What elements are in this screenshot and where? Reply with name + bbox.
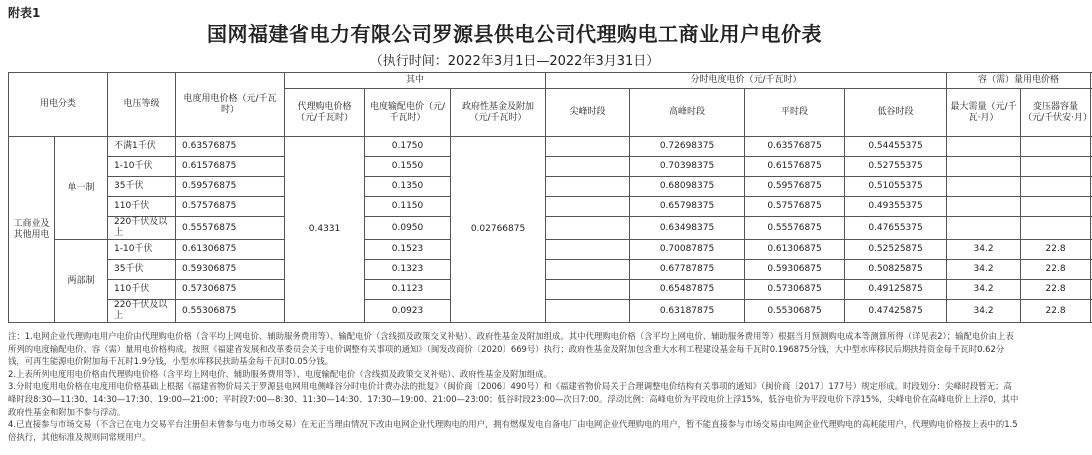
note-2: 2.上表所列电度用电价格由代理购电价格（含平均上网电价、辅助服务费用等）、电度输配电价（含线损及政策交叉补贴）、政府性基金及附加组成。 — [8, 368, 552, 379]
valley-price-cell: 0.52525875 — [845, 240, 947, 260]
flat-price-cell: 0.55306875 — [745, 300, 845, 323]
header-capacity: 容（需）量用电价格 — [947, 73, 1091, 89]
peak-price-cell: 0.65487875 — [630, 280, 745, 300]
peak-price-cell: 0.72698375 — [630, 137, 745, 157]
sharp-peak-cell — [546, 240, 630, 260]
header-proxy-price: 代理购电价格（元/千瓦时） — [285, 89, 365, 137]
voltage-cell: 不满1千伏 — [108, 137, 176, 157]
transformer-cell: 22.8 — [1021, 240, 1091, 260]
valley-price-cell: 0.50825875 — [845, 260, 947, 280]
voltage-cell: 1-10千伏 — [108, 240, 176, 260]
sharp-peak-cell — [546, 300, 630, 323]
max-demand-cell: 34.2 — [947, 280, 1021, 300]
transformer-cell: 22.8 — [1021, 300, 1091, 323]
energy-price-cell: 0.55576875 — [176, 217, 285, 240]
energy-price-cell: 0.59576875 — [176, 177, 285, 197]
valley-price-cell: 0.51055375 — [845, 177, 947, 197]
note-4: 4.已直接参与市场交易（不含已在电力交易平台注册但未曾参与电力市场交易）在无正当理由情况下改由电网企业代理购电的用户，拥有燃煤发电自备电厂由电网企业代理购电的用户，暂不能直接参与市场交易由电网企业代理购电的高耗能用户，代理购电价格按上表中的1.5倍执行，其他标准及规则同常规用户。 — [8, 419, 1018, 442]
voltage-cell: 110千伏 — [108, 197, 176, 217]
table-row — [9, 260, 1091, 280]
header-energy-price: 电度用电价格（元/千瓦时） — [176, 73, 285, 137]
peak-price-cell: 0.68098375 — [630, 177, 745, 197]
peak-price-cell: 0.70087875 — [630, 240, 745, 260]
energy-price-cell: 0.57306875 — [176, 280, 285, 300]
voltage-cell: 220千伏及以上 — [108, 300, 176, 323]
header-tou: 分时电度电价（元/千瓦时） — [546, 73, 947, 89]
flat-price-cell: 0.57306875 — [745, 280, 845, 300]
flat-price-cell: 0.59576875 — [745, 177, 845, 197]
energy-price-cell: 0.63576875 — [176, 137, 285, 157]
transmission-price-cell: 0.0923 — [365, 300, 451, 323]
header-category: 用电分类 — [9, 73, 108, 137]
table-row — [9, 177, 1091, 197]
voltage-cell: 110千伏 — [108, 280, 176, 300]
transmission-price-cell: 0.1750 — [365, 137, 451, 157]
header-transmission: 电度输配电价（元/千瓦时） — [365, 89, 451, 137]
flat-price-cell: 0.61576875 — [745, 157, 845, 177]
flat-price-cell: 0.61306875 — [745, 240, 845, 260]
sharp-peak-cell — [546, 280, 630, 300]
peak-price-cell: 0.67787875 — [630, 260, 745, 280]
single-system-cell: 单一制 — [55, 137, 108, 240]
transformer-cell — [1021, 157, 1091, 177]
valley-price-cell: 0.49125875 — [845, 280, 947, 300]
max-demand-cell: 34.2 — [947, 260, 1021, 280]
sharp-peak-cell — [546, 217, 630, 240]
header-voltage: 电压等级 — [108, 73, 176, 137]
note-1: 注：1.电网企业代理购电用户电价由代理购电价格（含平均上网电价、辅助服务费用等）、输配电价（含线损及政策交叉补贴）、政府性基金及附加组成。其中代理购电价格（含平均上网电价、辅助服务费用等）根据当月预测购电成本等测算所得（详见表2）；输配电价由上表所列的电度输配电价、容（需）量用电价格构成，按照《福建省发展和改革委员会关于电价调整有关事项的通知》（闽发改商价〔2020〕669号）执行；政府性基金及附加包含重大水利工程建设基金每千瓦时0.196875分钱，大中型水库移民后期扶持资金每千瓦时0.62分钱，可再生能源电价附加每千瓦时1.9分钱，小型水库移民扶助基金每千瓦时0.05分钱。 — [8, 331, 1014, 367]
valley-price-cell: 0.54455375 — [845, 137, 947, 157]
table-row — [9, 157, 1091, 177]
header-sharp-peak: 尖峰时段 — [546, 89, 630, 137]
energy-price-cell: 0.59306875 — [176, 260, 285, 280]
max-demand-cell — [947, 217, 1021, 240]
flat-price-cell: 0.57576875 — [745, 197, 845, 217]
sharp-peak-cell — [546, 157, 630, 177]
table-row — [9, 280, 1091, 300]
max-demand-cell — [947, 157, 1021, 177]
sharp-peak-cell — [546, 177, 630, 197]
table-row — [9, 137, 1091, 157]
flat-price-cell: 0.59306875 — [745, 260, 845, 280]
transformer-cell — [1021, 137, 1091, 157]
gov-fund-cell: 0.02766875 — [451, 137, 546, 323]
flat-price-cell: 0.63576875 — [745, 137, 845, 157]
max-demand-cell: 34.2 — [947, 240, 1021, 260]
notes — [8, 330, 1020, 443]
max-demand-cell — [947, 177, 1021, 197]
energy-price-cell: 0.61576875 — [176, 157, 285, 177]
page-title: 国网福建省电力有限公司罗源县供电公司代理购电工商业用户电价表 — [207, 22, 822, 46]
peak-price-cell: 0.63498375 — [630, 217, 745, 240]
two-part-system-cell: 两部制 — [55, 240, 108, 323]
table-row — [9, 217, 1091, 240]
valley-price-cell: 0.52755375 — [845, 157, 947, 177]
sharp-peak-cell — [546, 137, 630, 157]
table-row — [9, 197, 1091, 217]
peak-price-cell: 0.63187875 — [630, 300, 745, 323]
effective-period: （执行时间：2022年3月1日—2022年3月31日） — [369, 54, 660, 69]
proxy-price-cell: 0.4331 — [285, 137, 365, 323]
flat-price-cell: 0.55576875 — [745, 217, 845, 240]
transformer-cell: 22.8 — [1021, 280, 1091, 300]
transmission-price-cell: 0.1550 — [365, 157, 451, 177]
energy-price-cell: 0.55306875 — [176, 300, 285, 323]
transmission-price-cell: 0.1150 — [365, 197, 451, 217]
transformer-cell — [1021, 177, 1091, 197]
header-gov-fund: 政府性基金及附加（元/千瓦时） — [451, 89, 546, 137]
header-transformer: 变压器容量（元/千伏安·月） — [1021, 89, 1091, 137]
transmission-price-cell: 0.1523 — [365, 240, 451, 260]
voltage-cell: 1-10千伏 — [108, 157, 176, 177]
transmission-price-cell: 0.1323 — [365, 260, 451, 280]
peak-price-cell: 0.70398375 — [630, 157, 745, 177]
voltage-cell: 35千伏 — [108, 177, 176, 197]
category-cell: 工商业及其他用电 — [9, 137, 55, 323]
transformer-cell — [1021, 197, 1091, 217]
transmission-price-cell: 0.0950 — [365, 217, 451, 240]
voltage-cell: 220千伏及以上 — [108, 217, 176, 240]
transmission-price-cell: 0.1350 — [365, 177, 451, 197]
max-demand-cell — [947, 137, 1021, 157]
header-peak: 高峰时段 — [630, 89, 745, 137]
header-flat: 平时段 — [745, 89, 845, 137]
table-row — [9, 300, 1091, 323]
header-of-which: 其中 — [285, 73, 546, 89]
note-3: 3.分时电度用电价格在电度用电价格基础上根据《福建省物价局关于罗源县电网用电侧峰谷分时电价计费办法的批复》（闽价商〔2006〕490号）和《福建省物价局关于合理调整电价结构有关事项的通知》（闽价商〔2017〕177号）规定形成。时段划分：尖峰时段暂无；高峰时段8:30—11:30、14:30—17:30、19:00—21:00；平时段7:00—8:30、11:30—14:30、17:30—19:00、21:00—23:00；低谷时段23:00—次日7:00。浮动比例：高峰电价为平段电价上浮15%，低谷电价为平段电价下浮15%，尖峰电价在高峰电价上上浮0，其中政府性基金和附加不参与浮动。 — [8, 381, 1019, 417]
header-valley: 低谷时段 — [845, 89, 947, 137]
appendix-label: 附表1 — [8, 6, 41, 20]
valley-price-cell: 0.47655375 — [845, 217, 947, 240]
transmission-price-cell: 0.1123 — [365, 280, 451, 300]
max-demand-cell — [947, 197, 1021, 217]
sharp-peak-cell — [546, 197, 630, 217]
header-max-demand: 最大需量（元/千瓦·月） — [947, 89, 1021, 137]
energy-price-cell: 0.57576875 — [176, 197, 285, 217]
valley-price-cell: 0.49355375 — [845, 197, 947, 217]
price-table — [8, 72, 1091, 323]
voltage-cell: 35千伏 — [108, 260, 176, 280]
max-demand-cell: 34.2 — [947, 300, 1021, 323]
energy-price-cell: 0.61306875 — [176, 240, 285, 260]
valley-price-cell: 0.47425875 — [845, 300, 947, 323]
sharp-peak-cell — [546, 260, 630, 280]
transformer-cell: 22.8 — [1021, 260, 1091, 280]
transformer-cell — [1021, 217, 1091, 240]
table-row — [9, 240, 1091, 260]
peak-price-cell: 0.65798375 — [630, 197, 745, 217]
